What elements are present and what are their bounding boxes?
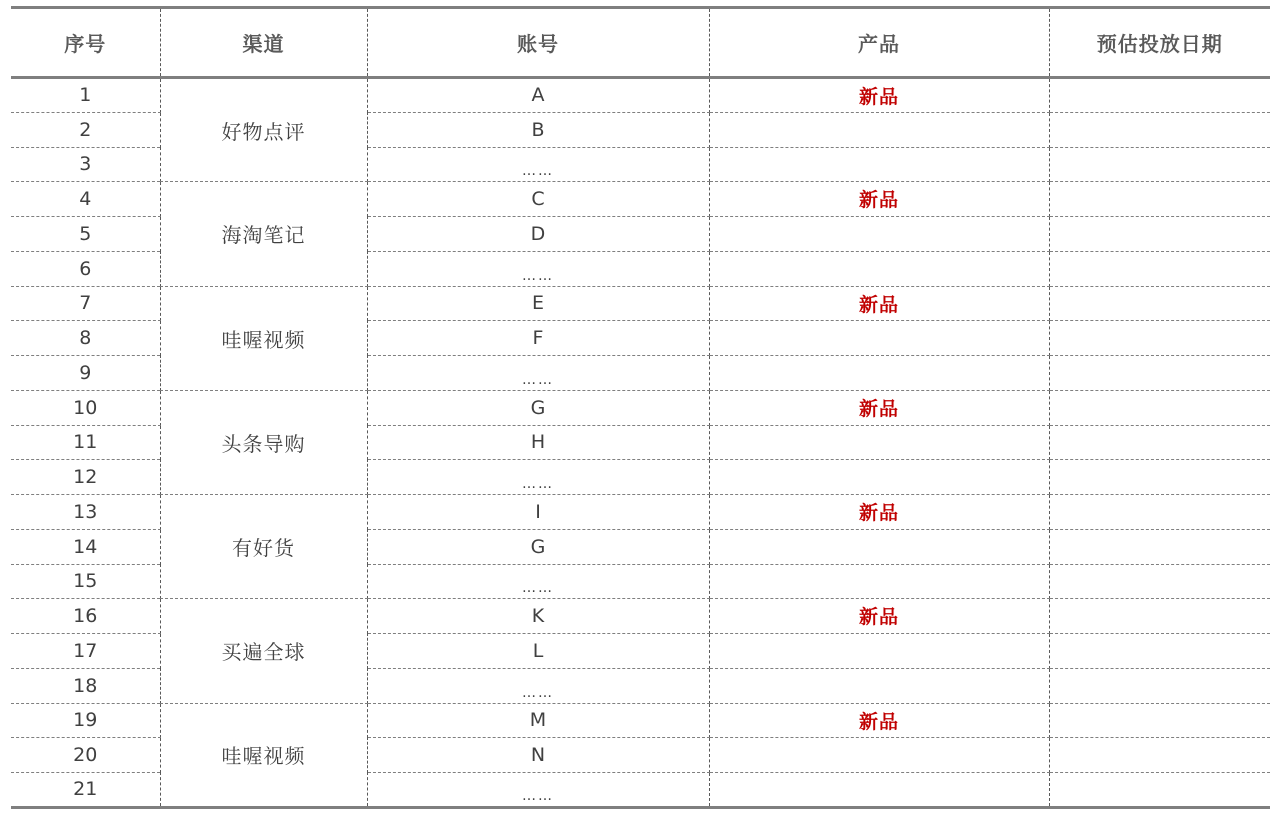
row-channel: 海淘笔记 bbox=[160, 182, 367, 286]
row-account: M bbox=[367, 703, 709, 738]
row-account: B bbox=[367, 112, 709, 147]
table-body bbox=[11, 78, 1270, 808]
row-launch-date bbox=[1049, 112, 1270, 147]
row-launch-date bbox=[1049, 703, 1270, 738]
row-channel: 哇喔视频 bbox=[160, 286, 367, 390]
row-product bbox=[709, 668, 1049, 703]
row-seq: 16 bbox=[11, 599, 160, 634]
table-row bbox=[11, 703, 1270, 738]
row-account: …… bbox=[367, 773, 709, 808]
row-account: C bbox=[367, 182, 709, 217]
row-account: …… bbox=[367, 356, 709, 391]
header-product: 产品 bbox=[709, 8, 1049, 78]
row-launch-date bbox=[1049, 356, 1270, 391]
header-seq: 序号 bbox=[11, 8, 160, 78]
row-launch-date bbox=[1049, 390, 1270, 425]
row-account: …… bbox=[367, 460, 709, 495]
row-launch-date bbox=[1049, 668, 1270, 703]
row-product bbox=[709, 147, 1049, 182]
row-product: 新品 bbox=[709, 182, 1049, 217]
row-seq: 5 bbox=[11, 217, 160, 252]
row-seq: 8 bbox=[11, 321, 160, 356]
row-account: …… bbox=[367, 251, 709, 286]
row-product: 新品 bbox=[709, 286, 1049, 321]
row-product bbox=[709, 564, 1049, 599]
header-launch-date: 预估投放日期 bbox=[1049, 8, 1270, 78]
row-launch-date bbox=[1049, 251, 1270, 286]
row-launch-date bbox=[1049, 495, 1270, 530]
row-seq: 4 bbox=[11, 182, 160, 217]
row-launch-date bbox=[1049, 321, 1270, 356]
row-product: 新品 bbox=[709, 495, 1049, 530]
table-row bbox=[11, 390, 1270, 425]
row-seq: 9 bbox=[11, 356, 160, 391]
row-channel: 好物点评 bbox=[160, 78, 367, 182]
table-row bbox=[11, 286, 1270, 321]
row-launch-date bbox=[1049, 460, 1270, 495]
row-launch-date bbox=[1049, 599, 1270, 634]
row-account: I bbox=[367, 495, 709, 530]
row-product: 新品 bbox=[709, 599, 1049, 634]
row-account: H bbox=[367, 425, 709, 460]
row-launch-date bbox=[1049, 217, 1270, 252]
row-seq: 20 bbox=[11, 738, 160, 773]
row-product bbox=[709, 460, 1049, 495]
row-seq: 1 bbox=[11, 78, 160, 113]
row-launch-date bbox=[1049, 286, 1270, 321]
row-launch-date bbox=[1049, 425, 1270, 460]
row-account: …… bbox=[367, 668, 709, 703]
row-seq: 6 bbox=[11, 251, 160, 286]
row-seq: 7 bbox=[11, 286, 160, 321]
row-channel: 有好货 bbox=[160, 495, 367, 599]
channel-schedule-sheet bbox=[11, 6, 1270, 809]
row-product bbox=[709, 217, 1049, 252]
row-product bbox=[709, 529, 1049, 564]
row-account: F bbox=[367, 321, 709, 356]
row-seq: 21 bbox=[11, 773, 160, 808]
row-account: …… bbox=[367, 564, 709, 599]
row-launch-date bbox=[1049, 529, 1270, 564]
row-account: G bbox=[367, 390, 709, 425]
row-seq: 10 bbox=[11, 390, 160, 425]
table-row bbox=[11, 182, 1270, 217]
row-product: 新品 bbox=[709, 703, 1049, 738]
row-seq: 2 bbox=[11, 112, 160, 147]
row-account: L bbox=[367, 634, 709, 669]
row-seq: 19 bbox=[11, 703, 160, 738]
row-product bbox=[709, 112, 1049, 147]
row-channel: 买遍全球 bbox=[160, 599, 367, 703]
row-seq: 3 bbox=[11, 147, 160, 182]
row-launch-date bbox=[1049, 182, 1270, 217]
row-product: 新品 bbox=[709, 78, 1049, 113]
table-header bbox=[11, 8, 1270, 78]
row-product bbox=[709, 773, 1049, 808]
header-account: 账号 bbox=[367, 8, 709, 78]
channel-schedule-table bbox=[11, 6, 1270, 809]
row-seq: 11 bbox=[11, 425, 160, 460]
row-account: …… bbox=[367, 147, 709, 182]
row-launch-date bbox=[1049, 773, 1270, 808]
row-seq: 12 bbox=[11, 460, 160, 495]
row-account: D bbox=[367, 217, 709, 252]
row-launch-date bbox=[1049, 634, 1270, 669]
row-launch-date bbox=[1049, 147, 1270, 182]
table-row bbox=[11, 78, 1270, 113]
row-product bbox=[709, 738, 1049, 773]
row-launch-date bbox=[1049, 738, 1270, 773]
row-account: E bbox=[367, 286, 709, 321]
row-product bbox=[709, 425, 1049, 460]
row-account: K bbox=[367, 599, 709, 634]
row-seq: 14 bbox=[11, 529, 160, 564]
row-product bbox=[709, 634, 1049, 669]
row-product: 新品 bbox=[709, 390, 1049, 425]
table-row bbox=[11, 495, 1270, 530]
row-product bbox=[709, 251, 1049, 286]
row-seq: 15 bbox=[11, 564, 160, 599]
row-account: A bbox=[367, 78, 709, 113]
row-account: N bbox=[367, 738, 709, 773]
table-row bbox=[11, 599, 1270, 634]
row-launch-date bbox=[1049, 78, 1270, 113]
row-product bbox=[709, 356, 1049, 391]
row-account: G bbox=[367, 529, 709, 564]
row-seq: 18 bbox=[11, 668, 160, 703]
row-seq: 13 bbox=[11, 495, 160, 530]
row-channel: 头条导购 bbox=[160, 390, 367, 494]
header-channel: 渠道 bbox=[160, 8, 367, 78]
header-row bbox=[11, 8, 1270, 78]
row-channel: 哇喔视频 bbox=[160, 703, 367, 807]
row-launch-date bbox=[1049, 564, 1270, 599]
row-seq: 17 bbox=[11, 634, 160, 669]
row-product bbox=[709, 321, 1049, 356]
